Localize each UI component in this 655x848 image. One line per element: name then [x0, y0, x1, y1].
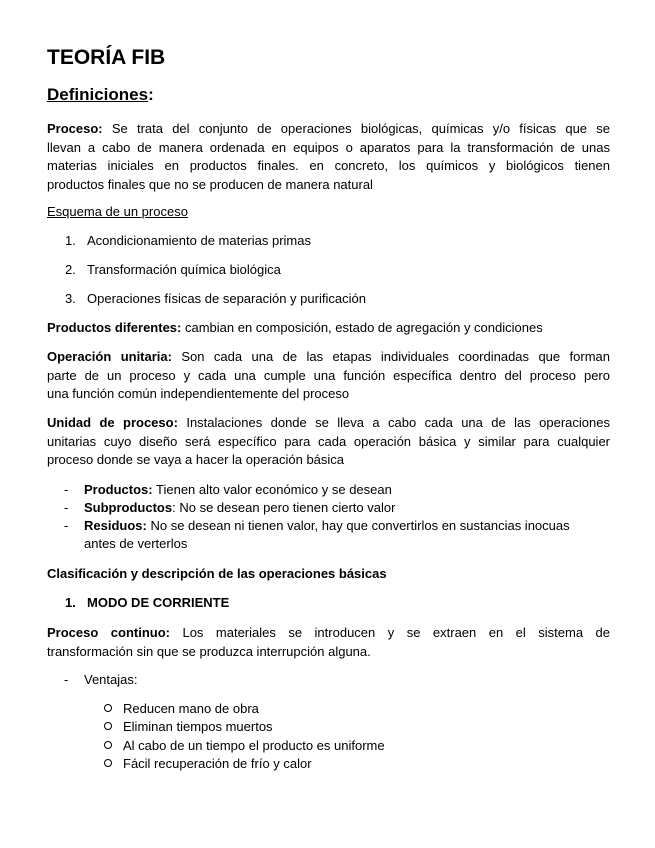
ventaja-item: [104, 718, 273, 736]
definiciones-colon: :: [148, 85, 154, 104]
ventaja-item: [104, 737, 385, 755]
tipo-list-item: [64, 517, 610, 553]
ventaja-text: Fácil recuperación de frío y calor: [123, 756, 312, 771]
circle-bullet-icon: [104, 759, 112, 767]
tipo-list-item: [64, 481, 610, 499]
tipo-text: No se desean ni tienen valor, hay que convertirlos en sustancias inocuas: [150, 518, 570, 533]
productos-diferentes-label: Productos diferentes:: [47, 320, 182, 335]
dash-marker: -: [64, 500, 69, 515]
esquema-item-number: 2.: [65, 262, 76, 277]
esquema-item: [65, 232, 311, 250]
ventajas-item: [64, 671, 610, 689]
esquema-item-number: 3.: [65, 291, 76, 306]
operacion-unitaria-line-1: Son cada una de las etapas individuales coordinadas que forman: [181, 349, 610, 364]
proceso-line-4: productos finales que no se producen de manera natural: [47, 176, 373, 192]
clasificacion-text: Clasificación y descripción de las operaciones básicas: [47, 566, 387, 581]
ventaja-text: Eliminan tiempos muertos: [123, 719, 273, 734]
tipo-list-item: [64, 499, 610, 517]
tipo-text-continued: antes de verterlos: [84, 536, 188, 551]
operacion-unitaria-line-2: parte de un proceso y cada una cumple una función específica dentro del proceso pero: [47, 367, 610, 383]
unidad-proceso-paragraph: [47, 414, 610, 470]
dash-marker: -: [64, 482, 69, 497]
proceso-continuo-label: Proceso continuo:: [47, 625, 170, 640]
modo-heading: [65, 594, 229, 612]
proceso-continuo-line-1: Los materiales se introducen y se extraen en el sistema de: [182, 625, 610, 640]
ventaja-text: Reducen mano de obra: [123, 701, 259, 716]
esquema-item-text: Transformación química biológica: [87, 262, 281, 277]
operacion-unitaria-paragraph: [47, 348, 610, 404]
unidad-proceso-line-2: unitarias cuyo diseño será específico para cada operación básica y similar para cualquier: [47, 433, 610, 449]
unidad-proceso-line-1: Instalaciones donde se lleva a cabo cada una de las operaciones: [186, 415, 610, 430]
definiciones-heading: [47, 83, 154, 107]
tipo-label: Productos:: [84, 482, 153, 497]
proceso-continuo-paragraph: [47, 624, 610, 661]
modo-number: 1.: [65, 595, 76, 610]
esquema-heading-text: Esquema de un proceso: [47, 204, 188, 219]
operacion-unitaria-label: Operación unitaria:: [47, 349, 172, 364]
tipo-text: Tienen alto valor económico y se desean: [156, 482, 392, 497]
definiciones-label: Definiciones: [47, 85, 149, 104]
ventaja-text: Al cabo de un tiempo el producto es uniforme: [123, 738, 385, 753]
unidad-proceso-label: Unidad de proceso:: [47, 415, 178, 430]
esquema-item-text: Acondicionamiento de materias primas: [87, 233, 311, 248]
circle-bullet-icon: [104, 741, 112, 749]
esquema-item-text: Operaciones físicas de separación y purificación: [87, 291, 366, 306]
proceso-label: Proceso:: [47, 121, 103, 136]
ventajas-label: Ventajas:: [84, 672, 138, 687]
esquema-item: [65, 290, 366, 308]
document-title: TEORÍA FIB: [47, 46, 166, 69]
proceso-continuo-line-2: transformación sin que se produzca interrupción alguna.: [47, 643, 371, 659]
productos-diferentes-paragraph: [47, 319, 610, 338]
operacion-unitaria-line-3: una función común independientemente del proceso: [47, 386, 350, 401]
proceso-paragraph: [47, 120, 610, 194]
clasificacion-heading: [47, 565, 610, 584]
tipo-text: : No se desean pero tienen cierto valor: [172, 500, 396, 515]
dash-marker: -: [64, 672, 69, 687]
dash-marker: -: [64, 518, 69, 533]
modo-text: MODO DE CORRIENTE: [87, 595, 230, 610]
proceso-line-2: llevan a cabo de manera ordenada en equipos o aparatos para la transformación de unas: [47, 139, 610, 155]
proceso-line-1: Se trata del conjunto de operaciones biológicas, químicas y/o físicas que se: [111, 121, 610, 136]
esquema-heading: [47, 203, 610, 222]
tipo-label: Residuos:: [84, 518, 147, 533]
esquema-item-number: 1.: [65, 233, 76, 248]
proceso-line-3: materias iniciales en productos finales. en concreto, los químicos y biológicos tienen: [47, 158, 610, 173]
ventaja-item: [104, 755, 312, 773]
circle-bullet-icon: [104, 704, 112, 712]
circle-bullet-icon: [104, 722, 112, 730]
tipo-label: Subproductos: [84, 500, 173, 515]
esquema-item: [65, 261, 281, 279]
unidad-proceso-line-3: proceso donde se vaya a hacer la operación básica: [47, 452, 345, 467]
productos-diferentes-text: cambian en composición, estado de agregación y condiciones: [184, 320, 543, 335]
ventaja-item: [104, 700, 259, 718]
